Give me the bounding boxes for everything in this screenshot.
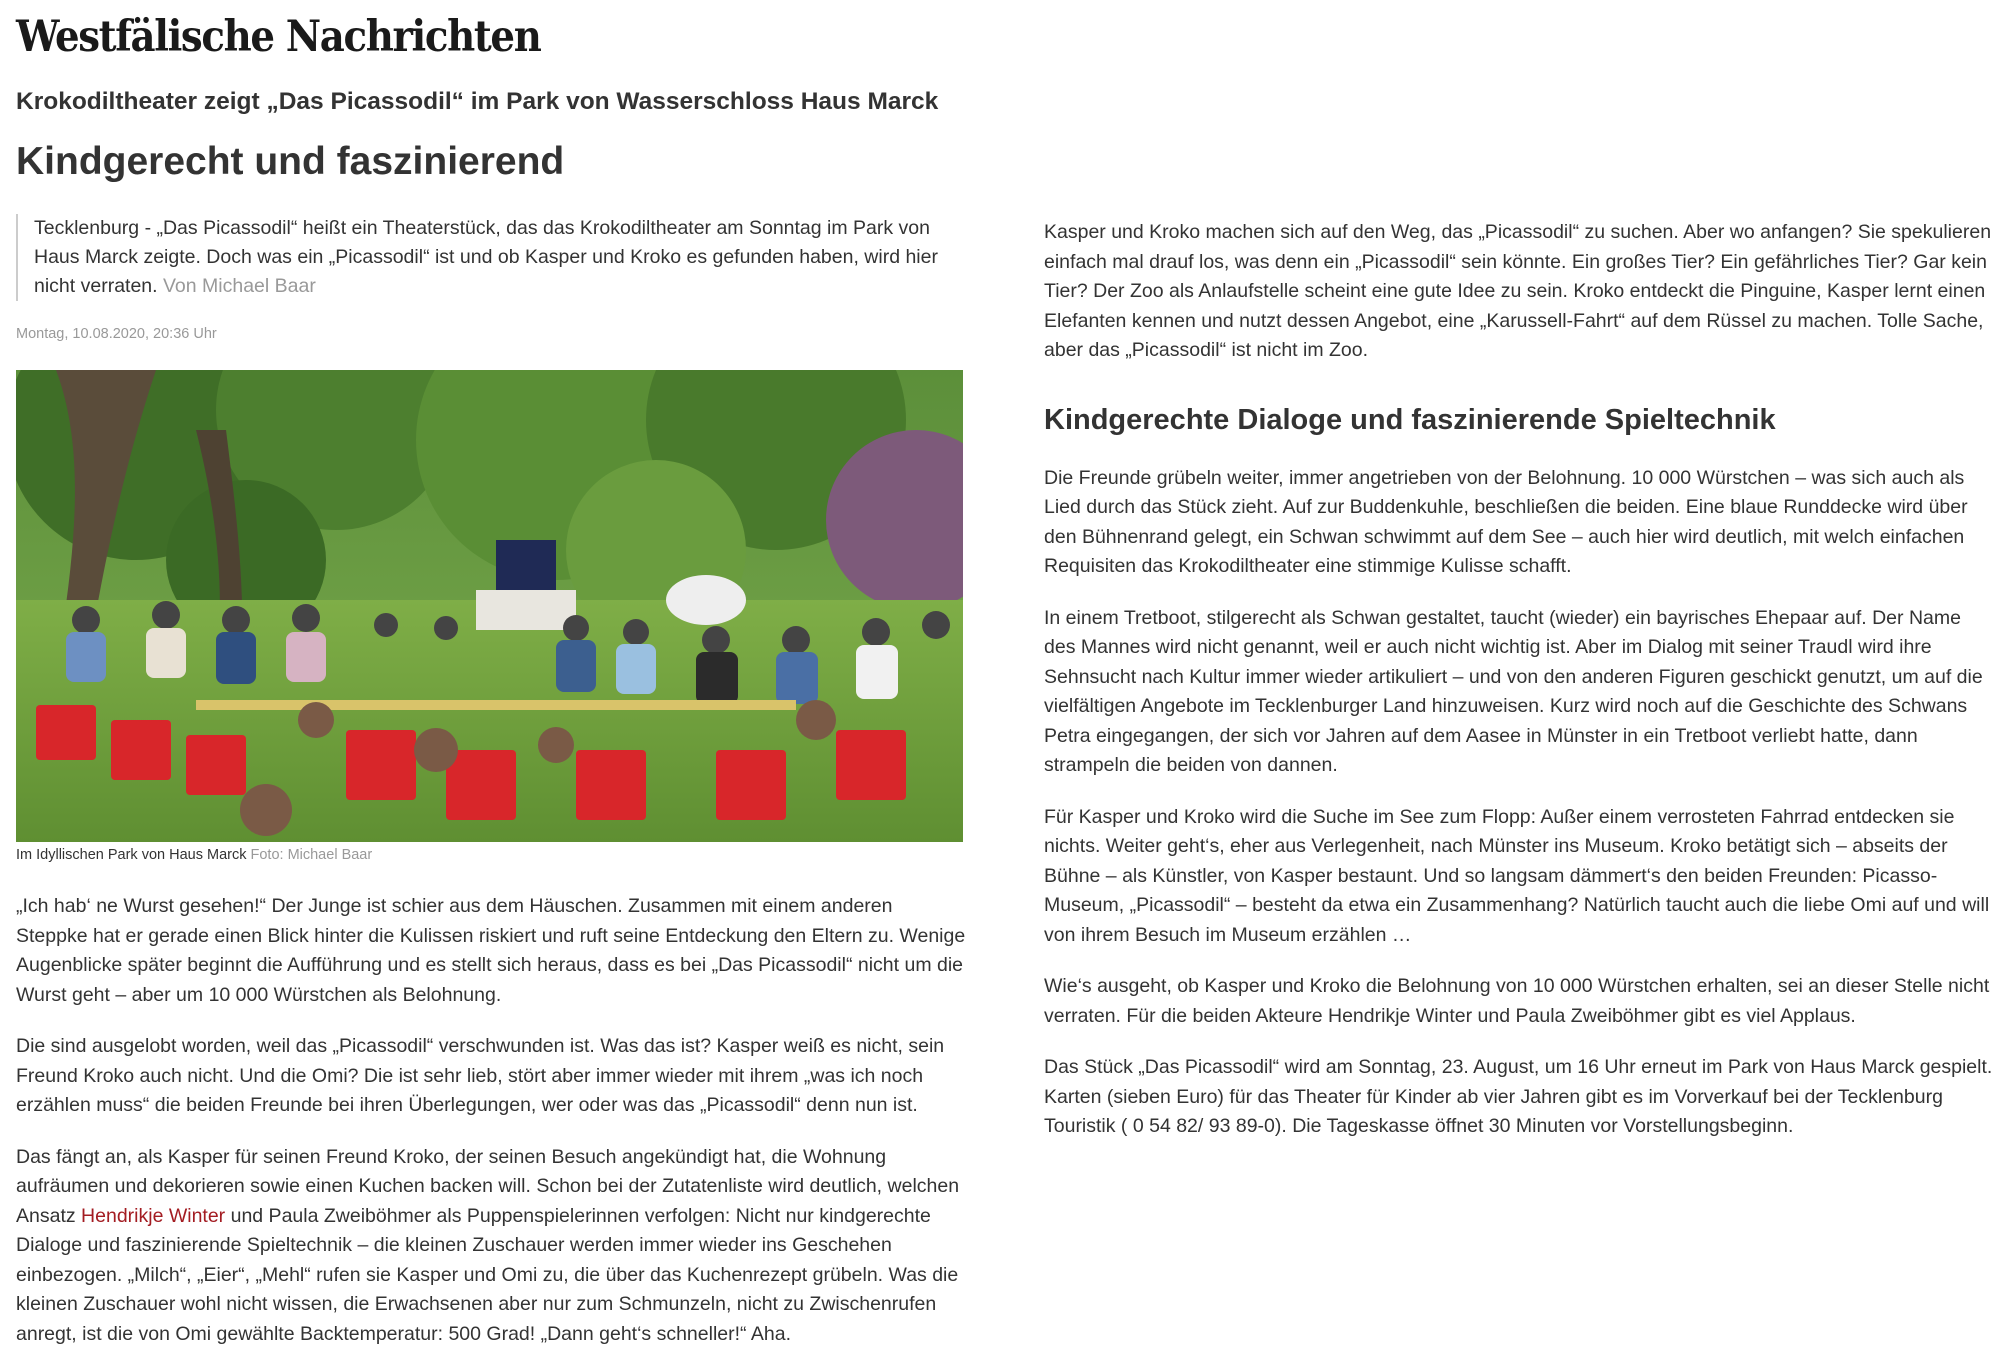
- lead-text: Tecklenburg - „Das Picassodil“ heißt ein Theaterstück, das das Krokodiltheater am Sonntag im Park von Haus Marck zeigte. Doch was ein „Picassodil“ ist und ob Kasper und Kroko es gefunden haben, wird hier nicht verraten.: [34, 217, 938, 297]
- body-paragraph: „Ich hab‘ ne Wurst gesehen!“ Der Junge ist schier aus dem Häuschen. Zusammen mit einem anderen Steppke hat er gerade einen Blick hinter die Kulissen riskiert und ruft seine Entdeckung den Eltern zu. Wenige Augenblicke später beginnt die Aufführung und es stellt sich heraus, dass es bei „Das Picassodil“ nicht um die Wurst geht – aber um 10 000 Würstchen als Belohnung.: [16, 895, 966, 1006]
- body-paragraph: In einem Tretboot, stilgerecht als Schwan gestaltet, taucht (wieder) ein bayrisches Ehepaar auf. Der Name des Mannes wird nicht genannt, weil er auch nicht wichtig ist. Aber im Dialog mit seiner Traudl wird ihre Sehnsucht nach Kultur immer wieder artikuliert – und von den anderen Figuren geschickt genutzt, um auf die vielfältigen Angebote im Tecklenburger Land hinzuweisen. Kurz wird noch auf die Geschichte des Schwans Petra eingegangen, der sich vor Jahren auf dem Aasee in Münster in ein Tretboot verliebt hatte, dann strampeln die beiden von dannen.: [1044, 606, 1983, 776]
- author-byline: Von Michael Baar: [162, 275, 316, 297]
- body-paragraph: Das Stück „Das Picassodil“ wird am Sonntag, 23. August, um 16 Uhr erneut im Park von Haus Marck gespielt. Karten (sieben Euro) für das Theater für Kinder ab vier Jahren gibt es im Vorverkauf bei der Tecklenburg Touristik ( 0 54 82/ 93 89-0). Die Tageskasse öffnet 30 Minuten vor Vorstellungsbeginn.: [1044, 1056, 1993, 1137]
- paragraph-text: Das fängt an, als Kasper für seinen Freund Kroko, der seinen Besuch angekündigt hat, die Wohnung aufräumen und dekorieren sowie einen Kuchen backen will. Schon bei der Zutatenliste wird deutlich, welchen Ansatz: [16, 1145, 960, 1227]
- paragraph-text: und Paula Zweiböhmer als Puppenspielerinnen verfolgen: Nicht nur kindgerechte Dialoge und faszinierende Spieltechnik – die kleinen Zuschauer werden immer wieder ins Geschehen einbezogen. „Milch“, „Eier“, „Mehl“ rufen sie Kasper und Omi zu, die über das Kuchenrezept grübeln. Was die kleinen Zuschauer wohl nicht wissen, die Erwachsenen aber nur zum Schmunzeln, nicht zu Zwischenrufen anregt, ist die von Omi gewählte Backtemperatur: 500 Grad! „Dann geht‘s schneller!“ Aha.: [16, 1204, 959, 1345]
- article-lead: [16, 214, 961, 301]
- article-subheading: Kindgerechte Dialoge und faszinierende Spieltechnik: [1044, 403, 1776, 436]
- body-paragraph: [16, 1143, 966, 1350]
- hendrikje-winter-link[interactable]: Hendrikje Winter: [81, 1204, 226, 1227]
- masthead-logo[interactable]: Westfälische Nachrichten: [16, 12, 541, 62]
- article-body-right: [1044, 218, 1994, 1164]
- body-paragraph: Kasper und Kroko machen sich auf den Weg, das „Picassodil“ zu suchen. Aber wo anfangen? Sie spekulieren einfach mal drauf los, was denn ein „Picassodil“ sein könnte. Ein großes Tier? Ein gefährliches Tier? Gar kein Tier? Der Zoo als Anlaufstelle scheint eine gute Idee zu sein. Kroko entdeckt die Pinguine, Kasper lernt einen Elefanten kennen und nutzt dessen Angebot, eine „Karussell-Fahrt“ auf dem Rüssel zu machen. Tolle Sache, aber das „Picassodil“ ist nicht im Zoo.: [1044, 221, 1992, 361]
- article-kicker: Krokodiltheater zeigt „Das Picassodil“ im Park von Wasserschloss Haus Marck: [16, 88, 939, 115]
- body-paragraph: Für Kasper und Kroko wird die Suche im See zum Flopp: Außer einem verrosteten Fahrrad entdecken sie nichts. Weiter geht‘s, eher aus Verlegenheit, nach Münster ins Museum. Kroko betätigt sich – abseits der Bühne – als Künstler, von Kasper bestaunt. Und so langsam dämmert‘s den beiden Freunden: Picasso-Museum, „Picassodil“ – besteht da etwa ein Zusammenhang? Natürlich taucht auch die liebe Omi auf und will von ihrem Besuch im Museum erzählen …: [1044, 805, 1990, 946]
- article-headline: Kindgerecht und faszinierend: [16, 140, 565, 183]
- photo-caption: [16, 847, 372, 863]
- body-paragraph: Die sind ausgelobt worden, weil das „Picassodil“ verschwunden ist. Was das ist? Kasper weiß es nicht, sein Freund Kroko auch nicht. Und die Omi? Die ist sehr lieb, stört aber immer wieder mit ihrem „was ich noch erzählen muss“ die beiden Freunde bei ihren Überlegungen, wer oder was das „Picassodil“ denn nun ist.: [16, 1035, 945, 1116]
- article-date: Montag, 10.08.2020, 20:36 Uhr: [16, 326, 217, 342]
- photo-credit: Foto: Michael Baar: [250, 847, 373, 863]
- caption-text: Im Idyllischen Park von Haus Marck: [16, 847, 247, 863]
- body-paragraph: Wie‘s ausgeht, ob Kasper und Kroko die Belohnung von 10 000 Würstchen erhalten, sei an dieser Stelle nicht verraten. Für die beiden Akteure Hendrikje Winter und Paula Zweiböhmer gibt es viel Applaus.: [1044, 975, 1990, 1027]
- body-paragraph: Die Freunde grübeln weiter, immer angetrieben von der Belohnung. 10 000 Würstchen – was sich auch als Lied durch das Stück zieht. Auf zur Buddenkuhle, beschließen die beiden. Eine blaue Runddecke wird über den Bühnenrand gelegt, ein Schwan schwimmt auf dem See – auch hier wird deutlich, mit welch einfachen Requisiten das Krokodiltheater eine stimmige Kulisse schafft.: [1044, 466, 1968, 577]
- article-photo[interactable]: [16, 370, 963, 842]
- article-body-left: [16, 892, 966, 1371]
